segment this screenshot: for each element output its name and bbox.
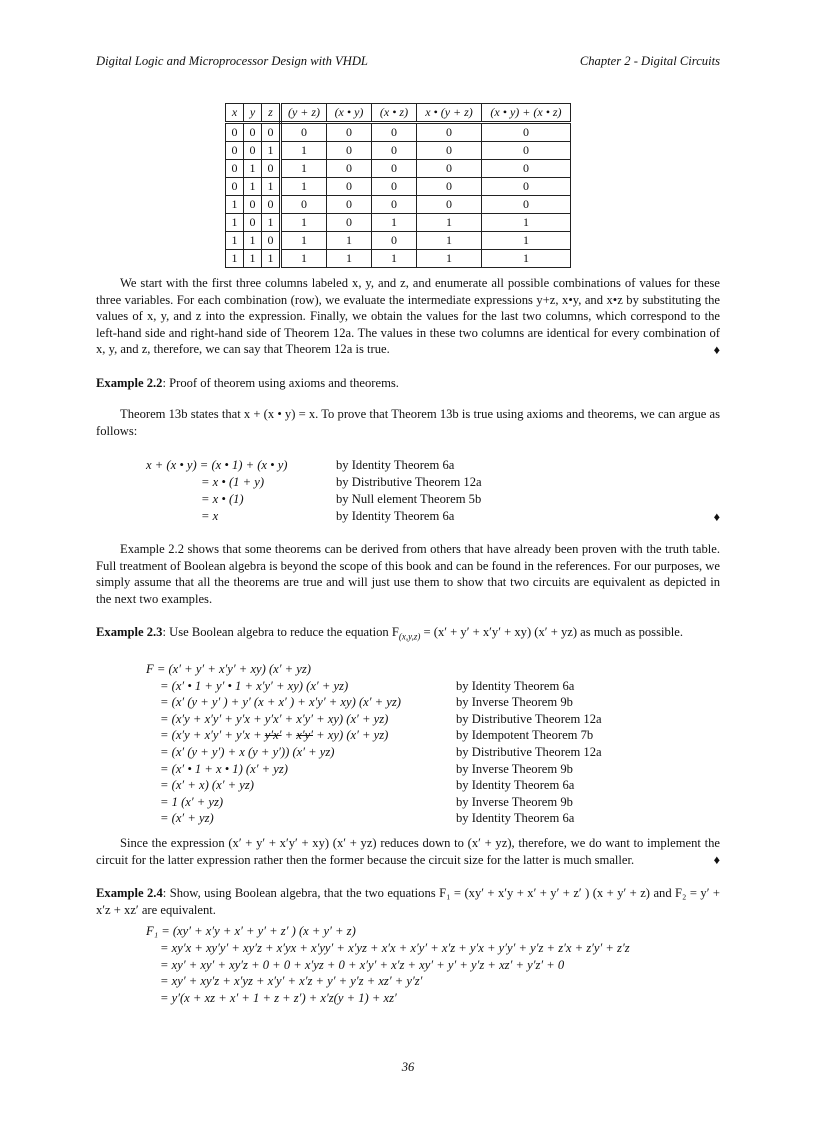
- equation-justification: by Inverse Theorem 9b: [456, 794, 573, 809]
- table-header-cell: (x • y): [327, 104, 372, 123]
- table-cell: 1: [262, 250, 281, 268]
- table-cell: 0: [417, 142, 482, 160]
- table-header-cell: z: [262, 104, 281, 123]
- equation-part: + xy) (x′ + yz): [313, 728, 389, 743]
- table-cell: 1: [417, 232, 482, 250]
- table-cell: 1: [226, 196, 244, 214]
- table-cell: 0: [281, 196, 327, 214]
- equation-line: = (x′ • 1 + x • 1) (x′ + yz): [160, 761, 288, 776]
- equation-line: = (x′ • 1 + y′ • 1 + x′y′ + xy) (x′ + yz): [160, 678, 349, 693]
- table-cell: 0: [262, 123, 281, 142]
- end-of-example-mark: ♦: [713, 510, 720, 524]
- equation-justification: by Distributive Theorem 12a: [456, 711, 602, 726]
- table-cell: 1: [281, 178, 327, 196]
- paragraph-boolean-algebra-note: Example 2.2 shows that some theorems can be derived from others that have already been proven with the truth table. Full treatment of Boolean algebra is beyond the scope of this book and can be found in the references. For our purposes, we simply assume that all the theorems are true and will just use them to show that two circuits are equivalent as depicted in the next two examples.: [96, 542, 720, 606]
- equation-line: = (x′y + x′y′ + y′x + y′x′ + x′y′ + xy) (x′ + yz): [160, 711, 389, 726]
- table-cell: 0: [327, 196, 372, 214]
- equation-line: = (x′ + x) (x′ + yz): [160, 778, 254, 793]
- table-cell: 1: [281, 142, 327, 160]
- end-of-example-mark: ♦: [713, 853, 720, 867]
- table-cell: 1: [244, 232, 262, 250]
- table-cell: 1: [281, 250, 327, 268]
- table-cell: 1: [226, 250, 244, 268]
- table-row: [226, 250, 571, 268]
- table-cell: 1: [281, 214, 327, 232]
- struck-term: x′y′: [296, 728, 313, 743]
- table-cell: 0: [244, 214, 262, 232]
- equation-line: = xy′ + xy′z + x′yz + x′y′ + x′z + y′ + y′z + xz′ + y′z′: [160, 974, 423, 989]
- table-cell: 1: [244, 160, 262, 178]
- table-cell: 1: [226, 214, 244, 232]
- equation-line: x + (x • y) = (x • 1) + (x • y): [146, 458, 288, 472]
- table-cell: 0: [482, 160, 571, 178]
- example-2-2-heading: Example 2.2: Proof of theorem using axioms and theorems.: [96, 376, 399, 390]
- equation-line: = (x′ (y + y′ ) + y′ (x + x′ ) + x′y′ + xy) (x′ + yz): [160, 695, 401, 710]
- header-chapter: Chapter 2 - Digital Circuits: [579, 54, 720, 68]
- equation-justification: by Null element Theorem 5b: [336, 492, 482, 506]
- equation-justification: by Identity Theorem 6a: [456, 678, 575, 693]
- equation-line: = xy′ + xy′ + xy′z + 0 + 0 + x′yz + 0 + x′y′ + x′z + xy′ + y′ + y′z + xz′ + y′z′ + 0: [160, 957, 565, 972]
- table-cell: 1: [372, 214, 417, 232]
- equation-justification: by Distributive Theorem 12a: [336, 475, 482, 489]
- equation-justification: by Identity Theorem 6a: [336, 458, 455, 472]
- equation-line: = (x′ + yz): [160, 811, 214, 826]
- table-header-cell: x • (y + z): [417, 104, 482, 123]
- table-header-cell: (x • y) + (x • z): [482, 104, 571, 123]
- table-cell: 0: [244, 123, 262, 142]
- table-cell: 0: [226, 123, 244, 142]
- table-row: [226, 160, 571, 178]
- equation-justification: by Distributive Theorem 12a: [456, 745, 602, 759]
- table-cell: 0: [372, 123, 417, 142]
- table-cell: 0: [482, 178, 571, 196]
- equation-justification: by Identity Theorem 6a: [456, 811, 575, 826]
- equation-line: = 1 (x′ + yz): [160, 794, 224, 809]
- table-cell: 1: [417, 250, 482, 268]
- table-row: [226, 196, 571, 214]
- paragraph-conclusion-2-3: Since the expression (x′ + y′ + x′y′ + xy) (x′ + yz) reduces down to (x′ + yz), therefore, we do want to implement the circuit for the latter expression rather then the former because the circuit size for the latter is much smaller.: [96, 836, 720, 867]
- table-cell: 0: [372, 232, 417, 250]
- equation-justification: by Identity Theorem 6a: [336, 509, 455, 523]
- table-cell: 1: [262, 142, 281, 160]
- table-cell: 0: [262, 196, 281, 214]
- equation-part: +: [281, 728, 297, 743]
- table-cell: 0: [244, 196, 262, 214]
- table-cell: 0: [417, 123, 482, 142]
- table-cell: 0: [226, 178, 244, 196]
- table-cell: 1: [482, 232, 571, 250]
- table-header-cell: x: [226, 104, 244, 123]
- table-cell: 1: [482, 250, 571, 268]
- page-number: 36: [401, 1060, 415, 1074]
- table-cell: 0: [262, 160, 281, 178]
- table-cell: 0: [372, 160, 417, 178]
- table-row: [226, 123, 571, 142]
- table-header-cell: y: [244, 104, 262, 123]
- equation-line: [160, 727, 388, 744]
- equation-line: = x • (1): [201, 492, 244, 506]
- table-cell: 0: [281, 123, 327, 142]
- table-cell: 0: [327, 214, 372, 232]
- equation-justification: by Inverse Theorem 9b: [456, 695, 573, 710]
- example-2-4-heading: Example 2.4: Show, using Boolean algebra, that the two equations F₁ = (xy′ + x′y + x′ + y′ + z′ ) (x + y′ + z) and F₂ = y′ + x′z + xz′ are equivalent.: [96, 886, 721, 917]
- table-cell: 1: [281, 232, 327, 250]
- example-2-3-heading: Example 2.3: Use Boolean algebra to reduce the equation $F_{(x,y,z)} = (x' + y' + x'y' + xy) (x' + yz)$ as much as possible.: [96, 625, 684, 642]
- equation-justification: by Inverse Theorem 9b: [456, 761, 573, 776]
- truth-table: [225, 103, 571, 268]
- table-cell: 1: [281, 160, 327, 178]
- table-cell: 0: [417, 178, 482, 196]
- table-cell: 0: [482, 123, 571, 142]
- table-row: [226, 142, 571, 160]
- end-of-example-mark: ♦: [713, 343, 720, 357]
- table-cell: 0: [372, 196, 417, 214]
- table-header-cell: (y + z): [281, 104, 327, 123]
- table-cell: 1: [262, 214, 281, 232]
- equation-line: F₁ = (xy′ + x′y + x′ + y′ + z′ ) (x + y′ + z): [146, 924, 356, 938]
- table-cell: 0: [482, 196, 571, 214]
- table-cell: 0: [482, 142, 571, 160]
- equation-part: = (x′y + x′y′ + y′x +: [160, 728, 265, 743]
- table-cell: 1: [262, 178, 281, 196]
- equation-line: = x • (1 + y): [201, 475, 265, 489]
- equation-line: F = (x′ + y′ + x′y′ + xy) (x′ + yz): [146, 662, 311, 676]
- struck-term: y′x′: [264, 728, 282, 743]
- equation-justification: by Identity Theorem 6a: [456, 778, 575, 793]
- table-cell: 1: [226, 232, 244, 250]
- table-cell: 1: [244, 250, 262, 268]
- table-row: [226, 232, 571, 250]
- table-row: [226, 178, 571, 196]
- table-cell: 0: [372, 142, 417, 160]
- paragraph-truth-table-explanation: We start with the first three columns labeled x, y, and z, and enumerate all possible combinations of values for these three variables. For each combination (row), we evaluate the intermediate expressions y+z, x•y, and x•z by substituting the values of x, y, and z into the expression. Finally, we obtain the values for the last two columns, which correspond to the left-hand side and right-hand side of Theorem 12a. The values in these two columns are identical for every combination of x, y, and z, therefore, we can say that Theorem 12a is true.: [96, 276, 720, 357]
- table-cell: 0: [327, 178, 372, 196]
- table-cell: 1: [417, 214, 482, 232]
- paragraph-theorem-13b: Theorem 13b states that x + (x • y) = x. To prove that Theorem 13b is true using axioms and theorems, we can argue as follows:: [96, 407, 720, 438]
- table-cell: 1: [372, 250, 417, 268]
- table-cell: 0: [417, 160, 482, 178]
- table-cell: 1: [244, 178, 262, 196]
- equation-line: = xy′x + xy′y′ + xy′z + x′yx + x′yy′ + x′yz + x′x + x′y′ + x′z + y′x + y′y′ + y′z + z′x + z′y′ + z′z: [160, 940, 630, 955]
- equation-line: = (x′ (y + y′) + x (y + y′)) (x′ + yz): [160, 745, 335, 759]
- table-cell: 0: [226, 142, 244, 160]
- table-cell: 1: [327, 232, 372, 250]
- table-cell: 0: [226, 160, 244, 178]
- table-cell: 1: [482, 214, 571, 232]
- table-row: [226, 214, 571, 232]
- table-cell: 0: [327, 160, 372, 178]
- table-cell: 0: [327, 142, 372, 160]
- table-cell: 1: [327, 250, 372, 268]
- equation-line: = y′(x + xz + x′ + 1 + z + z′) + x′z(y + 1) + xz′: [160, 991, 397, 1006]
- table-header-cell: (x • z): [372, 104, 417, 123]
- equation-line: = x: [201, 509, 219, 523]
- table-cell: 0: [327, 123, 372, 142]
- table-cell: 0: [262, 232, 281, 250]
- table-cell: 0: [417, 196, 482, 214]
- equation-justification: by Idempotent Theorem 7b: [456, 728, 594, 743]
- table-cell: 0: [372, 178, 417, 196]
- table-cell: 0: [244, 142, 262, 160]
- header-book-title: Digital Logic and Microprocessor Design with VHDL: [96, 54, 368, 68]
